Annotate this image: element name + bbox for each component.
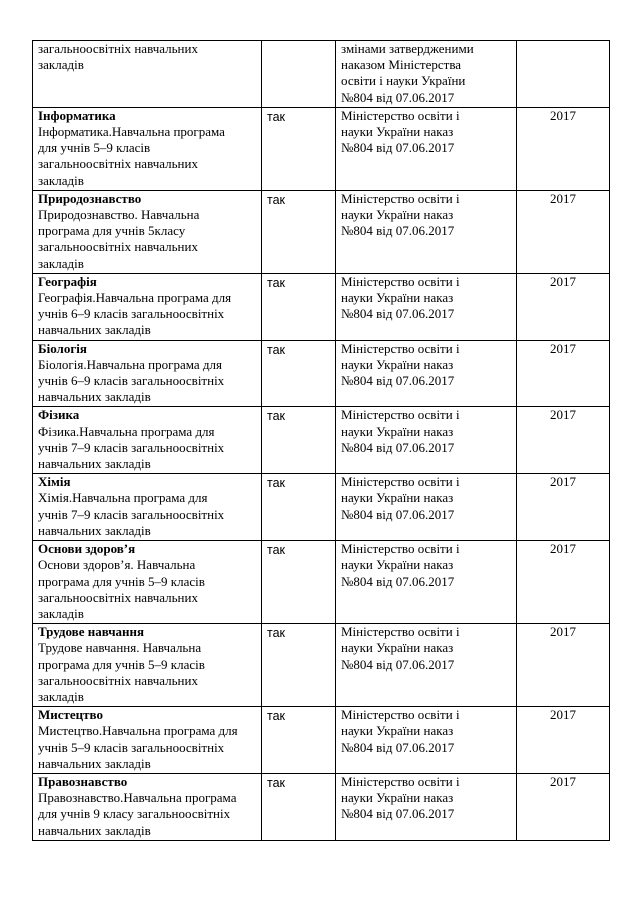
order-line: науки України наказ [341,640,454,656]
order-line: науки України наказ [341,490,454,506]
order-cell [336,773,517,840]
program-line: для учнів 9 класу загальноосвітніх [38,806,231,822]
order-line: науки України наказ [341,790,454,806]
approval-flag: так [267,192,286,207]
program-line: учнів 5–9 класів загальноосвітніх [38,739,225,755]
order-line: науки України наказ [341,423,454,439]
order-line: №804 від 07.06.2017 [341,140,455,156]
table-row [33,541,610,624]
order-line: №804 від 07.06.2017 [341,656,455,672]
order-line: Міністерство освіти і [341,773,460,789]
year-cell: 2017 [517,624,610,707]
order-line: науки України наказ [341,557,454,573]
program-cell [33,41,262,108]
program-line: учнів 7–9 класів загальноосвітніх [38,506,225,522]
order-cell [336,624,517,707]
order-cell [336,340,517,407]
flag-cell [262,273,336,340]
program-line: Природознавство. Навчальна [38,207,200,223]
order-cell [336,273,517,340]
year-cell [517,41,610,108]
program-line: загальноосвітніх навчальних [38,41,198,56]
program-cell [33,273,262,340]
program-line: навчальних закладів [38,822,151,838]
program-line: загальноосвітніх навчальних [38,672,198,688]
program-line: програма для учнів 5класу [38,223,186,239]
flag-cell [262,107,336,190]
table-row [33,340,610,407]
order-cell [336,107,517,190]
program-cell [33,340,262,407]
order-line: №804 від 07.06.2017 [341,306,455,322]
table-row [33,407,610,474]
order-line: №804 від 07.06.2017 [341,506,455,522]
table-row [33,107,610,190]
table-row [33,773,610,840]
program-line: навчальних закладів [38,755,151,771]
order-line: науки України наказ [341,124,454,140]
program-line: загальноосвітніх навчальних [38,239,198,255]
order-line: наказом Міністерства [341,57,462,73]
program-line: Правознавство.Навчальна програма [38,790,237,806]
order-cell [336,474,517,541]
order-line: №804 від 07.06.2017 [341,806,455,822]
program-cell [33,773,262,840]
year-cell: 2017 [517,474,610,541]
order-line: №804 від 07.06.2017 [341,439,455,455]
approval-flag: так [267,476,286,491]
table-row [33,707,610,774]
program-line: Мистецтво.Навчальна програма для [38,723,238,739]
order-line: Міністерство освіти і [341,273,460,289]
subject-title: Біологія [38,340,87,356]
order-line: Міністерство освіти і [341,340,460,356]
program-line: навчальних закладів [38,322,151,338]
flag-cell [262,474,336,541]
table-body [33,41,610,841]
flag-cell [262,190,336,273]
subject-title: Географія [38,273,97,289]
flag-cell [262,541,336,624]
program-line: учнів 6–9 класів загальноосвітніх [38,306,225,322]
flag-cell [262,773,336,840]
order-cell [336,41,517,108]
order-line: освіти і науки України [341,73,466,89]
curriculum-table [32,40,610,841]
program-line: учнів 7–9 класів загальноосвітніх [38,439,225,455]
program-cell [33,707,262,774]
order-cell [336,190,517,273]
program-line: Інформатика.Навчальна програма [38,124,225,140]
program-line: навчальних закладів [38,389,151,405]
program-cell [33,541,262,624]
year-cell: 2017 [517,541,610,624]
flag-cell [262,41,336,108]
subject-title: Правознавство [38,773,128,789]
program-line: навчальних закладів [38,522,151,538]
program-cell [33,474,262,541]
year-cell: 2017 [517,190,610,273]
table-row [33,474,610,541]
program-line: закладів [38,605,84,621]
table-row [33,190,610,273]
table-row-continuation [33,41,610,108]
order-line: №804 від 07.06.2017 [341,573,455,589]
order-line: Міністерство освіти і [341,107,460,123]
order-line: Міністерство освіти і [341,474,460,490]
subject-title: Хімія [38,474,71,490]
order-line: Міністерство освіти і [341,190,460,206]
order-cell [336,541,517,624]
year-cell: 2017 [517,407,610,474]
order-line: науки України наказ [341,207,454,223]
program-line: загальноосвітніх навчальних [38,589,198,605]
program-line: закладів [38,255,84,271]
year-cell: 2017 [517,340,610,407]
program-line: закладів [38,688,84,704]
program-line: закладів [38,172,84,188]
subject-title: Мистецтво [38,707,103,723]
order-line: науки України наказ [341,723,454,739]
program-line: програма для учнів 5–9 класів [38,573,205,589]
order-line: науки України наказ [341,290,454,306]
order-line: Міністерство освіти і [341,407,460,423]
program-line: програма для учнів 5–9 класів [38,656,205,672]
order-line: змінами затвердженими [341,41,474,56]
order-line: науки України наказ [341,356,454,372]
program-line: Географія.Навчальна програма для [38,290,232,306]
program-cell [33,190,262,273]
order-line: №804 від 07.06.2017 [341,739,455,755]
approval-flag: так [267,109,286,124]
program-line: закладів [38,57,84,73]
year-cell: 2017 [517,707,610,774]
subject-title: Фізика [38,407,80,423]
subject-title: Інформатика [38,107,116,123]
year-cell: 2017 [517,273,610,340]
table-row [33,624,610,707]
flag-cell [262,707,336,774]
order-line: №804 від 07.06.2017 [341,89,455,105]
program-line: Фізика.Навчальна програма для [38,423,215,439]
order-line: Міністерство освіти і [341,707,460,723]
flag-cell [262,340,336,407]
approval-flag: так [267,709,286,724]
order-line: Міністерство освіти і [341,541,460,557]
program-line: навчальних закладів [38,456,151,472]
program-line: Основи здоров’я. Навчальна [38,557,196,573]
program-cell [33,107,262,190]
flag-cell [262,407,336,474]
program-line: загальноосвітніх навчальних [38,156,198,172]
program-line: для учнів 5–9 класів [38,140,151,156]
order-line: Міністерство освіти і [341,624,460,640]
table-row [33,273,610,340]
approval-flag: так [267,626,286,641]
program-cell [33,624,262,707]
program-line: Трудове навчання. Навчальна [38,640,202,656]
order-line: №804 від 07.06.2017 [341,373,455,389]
order-cell [336,707,517,774]
approval-flag: так [267,275,286,290]
approval-flag: так [267,342,286,357]
year-cell: 2017 [517,773,610,840]
approval-flag: так [267,775,286,790]
order-line: №804 від 07.06.2017 [341,223,455,239]
program-cell [33,407,262,474]
approval-flag: так [267,543,286,558]
program-line: учнів 6–9 класів загальноосвітніх [38,373,225,389]
flag-cell [262,624,336,707]
program-line: Біологія.Навчальна програма для [38,356,222,372]
year-cell: 2017 [517,107,610,190]
order-cell [336,407,517,474]
subject-title: Трудове навчання [38,624,145,640]
program-line: Хімія.Навчальна програма для [38,490,208,506]
subject-title: Основи здоров’я [38,541,136,557]
approval-flag: так [267,409,286,424]
subject-title: Природознавство [38,190,142,206]
